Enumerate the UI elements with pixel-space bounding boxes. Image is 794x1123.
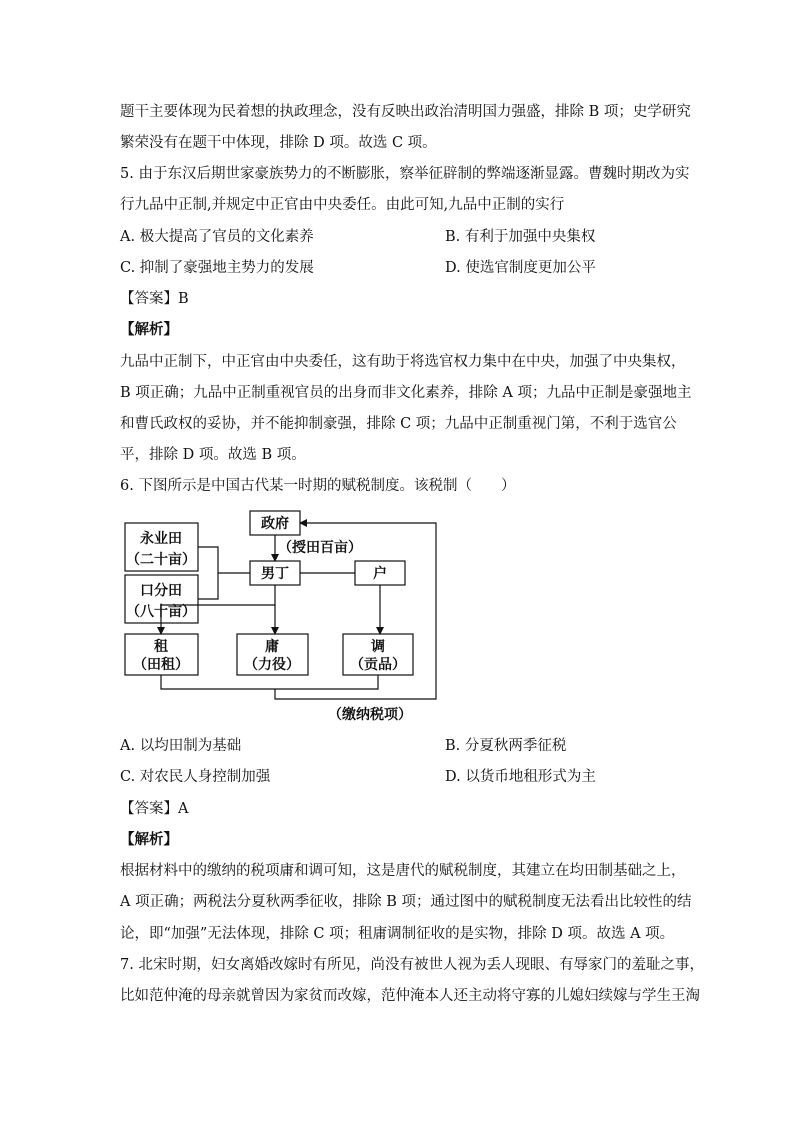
nanding-label: 男丁 (261, 566, 289, 582)
koufen-size: （八十亩） (126, 604, 196, 620)
q5-stem-line-1: 5. 由于东汉后期世家豪族势力的不断膨胀，察举征辟制的弊端逐渐显露。曹魏时期改为实 (120, 166, 690, 182)
fields-bracket (198, 547, 218, 599)
q5-analysis-line-3: 和曹氏政权的妥协，并不能抑制豪强，排除 C 项；九品中正制重视门第，不利于选官公 (120, 416, 677, 432)
prev-analysis-line-1: 题干主要体现为民着想的执政理念，没有反映出政治清明国力强盛，排除 B 项；史学研究 (120, 104, 691, 120)
tax-system-diagram (120, 505, 450, 727)
q6-analysis-label: 【解析】 (120, 831, 178, 848)
q6-analysis-line-1: 根据材料中的缴纳的税项庸和调可知，这是唐代的赋税制度，其建立在均田制基础之上， (120, 863, 686, 879)
pay-label: （缴纳税项） (328, 707, 412, 723)
q6-option-d: D. 以货币地租形式为主 (445, 769, 596, 785)
q7-stem-line-2: 比如范仲淹的母亲就曾因为家贫而改嫁，范仲淹本人还主动将守寡的儿媳妇续嫁与学生王淘 (120, 988, 700, 1004)
q5-analysis-line-4: 平，排除 D 项。故选 B 项。 (120, 447, 306, 463)
q6-option-c: C. 对农民人身控制加强 (120, 769, 271, 785)
diao-desc: （贡品） (350, 657, 406, 673)
q5-answer: 【答案】B (120, 291, 189, 307)
q6-option-b: B. 分夏秋两季征税 (445, 738, 567, 754)
yong-desc: （力役） (244, 657, 300, 673)
q5-option-a: A. 极大提高了官员的文化素养 (120, 229, 314, 245)
zu-label: 租 (154, 639, 168, 655)
q5-option-b: B. 有利于加强中央集权 (445, 229, 596, 245)
grant-label: （授田百亩） (278, 540, 362, 556)
yong-label: 庸 (265, 639, 279, 655)
zu-desc: （田租） (133, 657, 189, 673)
q5-stem-line-2: 行九品中正制,并规定中正官由中央委任。由此可知,九品中正制的实行 (120, 197, 565, 213)
q6-stem: 6. 下图所示是中国古代某一时期的赋税制度。该税制（ ） (120, 478, 516, 494)
prev-analysis-line-2: 繁荣没有在题干中体现，排除 D 项。故选 C 项。 (120, 135, 437, 151)
q5-option-d: D. 使选官制度更加公平 (445, 260, 596, 276)
q5-option-c: C. 抑制了豪强地主势力的发展 (120, 260, 314, 276)
hu-label: 户 (373, 566, 387, 582)
q5-analysis-label: 【解析】 (120, 321, 178, 338)
q6-analysis-line-2: A 项正确；两税法分夏秋两季征收，排除 B 项；通过图中的赋税制度无法看出比较性的结 (120, 894, 692, 910)
koufen-label: 口分田 (140, 583, 182, 599)
q6-option-a: A. 以均田制为基础 (120, 738, 242, 754)
gov-label: 政府 (261, 516, 289, 532)
q7-stem-line-1: 7. 北宋时期，妇女离婚改嫁时有所见，尚没有被世人视为丢人现眼、有辱家门的羞耻之事， (120, 957, 704, 973)
diao-label: 调 (371, 639, 385, 655)
return-loop-bottom (161, 675, 378, 689)
yongye-size: （二十亩） (126, 552, 196, 568)
q5-analysis-line-1: 九品中正制下，中正官由中央委任，这有助于将选官权力集中在中央，加强了中央集权， (120, 354, 686, 370)
yongye-label: 永业田 (140, 531, 182, 547)
q6-answer: 【答案】A (120, 801, 189, 817)
q5-analysis-line-2: B 项正确；九品中正制重视官员的出身而非文化素养，排除 A 项；九品中正制是豪强地主 (120, 385, 692, 401)
q6-analysis-line-3: 论，即“加强”无法体现，排除 C 项；租庸调制征收的是实物，排除 D 项。故选 A 项。 (120, 926, 675, 942)
